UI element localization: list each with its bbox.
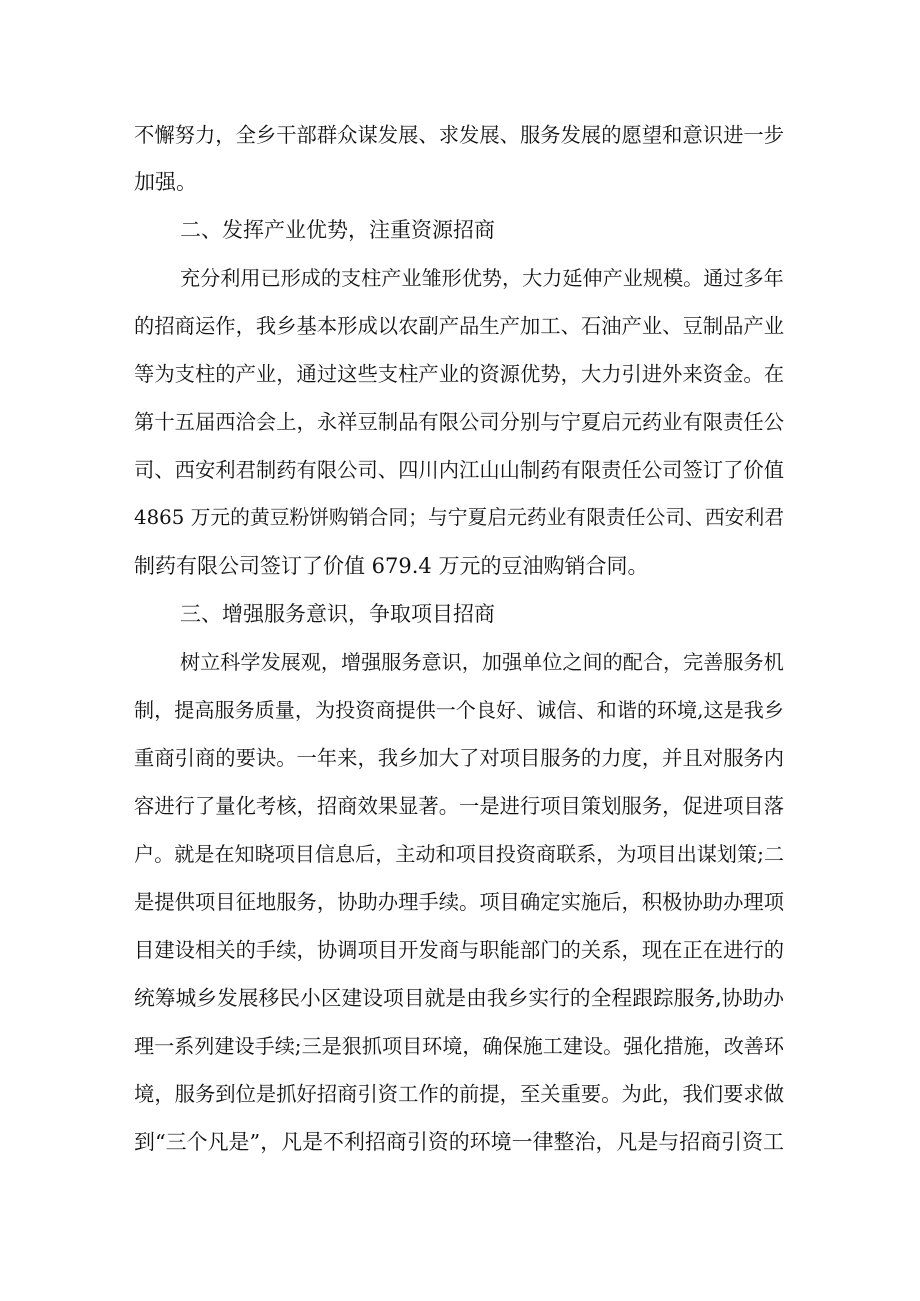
body-line: 充分利用已形成的支柱产业雏形优势，大力延伸产业规模。通过多年 — [180, 266, 784, 290]
body-line: 重商引商的要诀。一年来，我乡加大了对项目服务的力度，并且对服务内 — [134, 746, 784, 770]
section-heading: 三、增强服务意识，争取项目招商 — [180, 602, 495, 626]
section-heading: 二、发挥产业优势，注重资源招商 — [180, 218, 495, 242]
body-line: 统筹城乡发展移民小区建设项目就是由我乡实行的全程跟踪服务,协助办 — [134, 986, 784, 1010]
body-line: 不懈努力，全乡干部群众谋发展、求发展、服务发展的愿望和意识进一步 — [134, 123, 784, 147]
body-line: 等为支柱的产业，通过这些支柱产业的资源优势，大力引进外来资金。在 — [134, 362, 784, 386]
body-line: 理一系列建设手续;三是狠抓项目环境，确保施工建设。强化措施，改善环 — [134, 1034, 784, 1058]
body-line: 的招商运作，我乡基本形成以农副产品生产加工、石油产业、豆制品产业 — [134, 314, 784, 338]
body-line: 第十五届西洽会上，永祥豆制品有限公司分别与宁夏启元药业有限责任公 — [134, 410, 784, 434]
body-line: 是提供项目征地服务，协助办理手续。项目确定实施后，积极协助办理项 — [134, 890, 784, 914]
body-line: 到“三个凡是”，凡是不利招商引资的环境一律整治，凡是与招商引资工 — [134, 1130, 785, 1154]
body-line: 目建设相关的手续，协调项目开发商与职能部门的关系，现在正在进行的 — [134, 938, 784, 962]
body-line: 户。就是在知晓项目信息后，主动和项目投资商联系，为项目出谋划策;二 — [134, 842, 784, 866]
body-line: 制，提高服务质量，为投资商提供一个良好、诚信、和谐的环境,这是我乡 — [134, 698, 784, 722]
body-line: 司、西安利君制药有限公司、四川内江山山制药有限责任公司签订了价值 — [134, 458, 784, 482]
body-line: 树立科学发展观，增强服务意识，加强单位之间的配合，完善服务机 — [180, 650, 784, 674]
body-line: 境，服务到位是抓好招商引资工作的前提，至关重要。为此，我们要求做 — [134, 1082, 784, 1106]
body-line: 制药有限公司签订了价值 679.4 万元的豆油购销合同。 — [134, 554, 649, 578]
body-line: 容进行了量化考核，招商效果显著。一是进行项目策划服务，促进项目落 — [134, 794, 784, 818]
body-line: 加强。 — [134, 170, 197, 194]
body-line: 4865 万元的黄豆粉饼购销合同；与宁夏启元药业有限责任公司、西安利君 — [134, 506, 784, 529]
